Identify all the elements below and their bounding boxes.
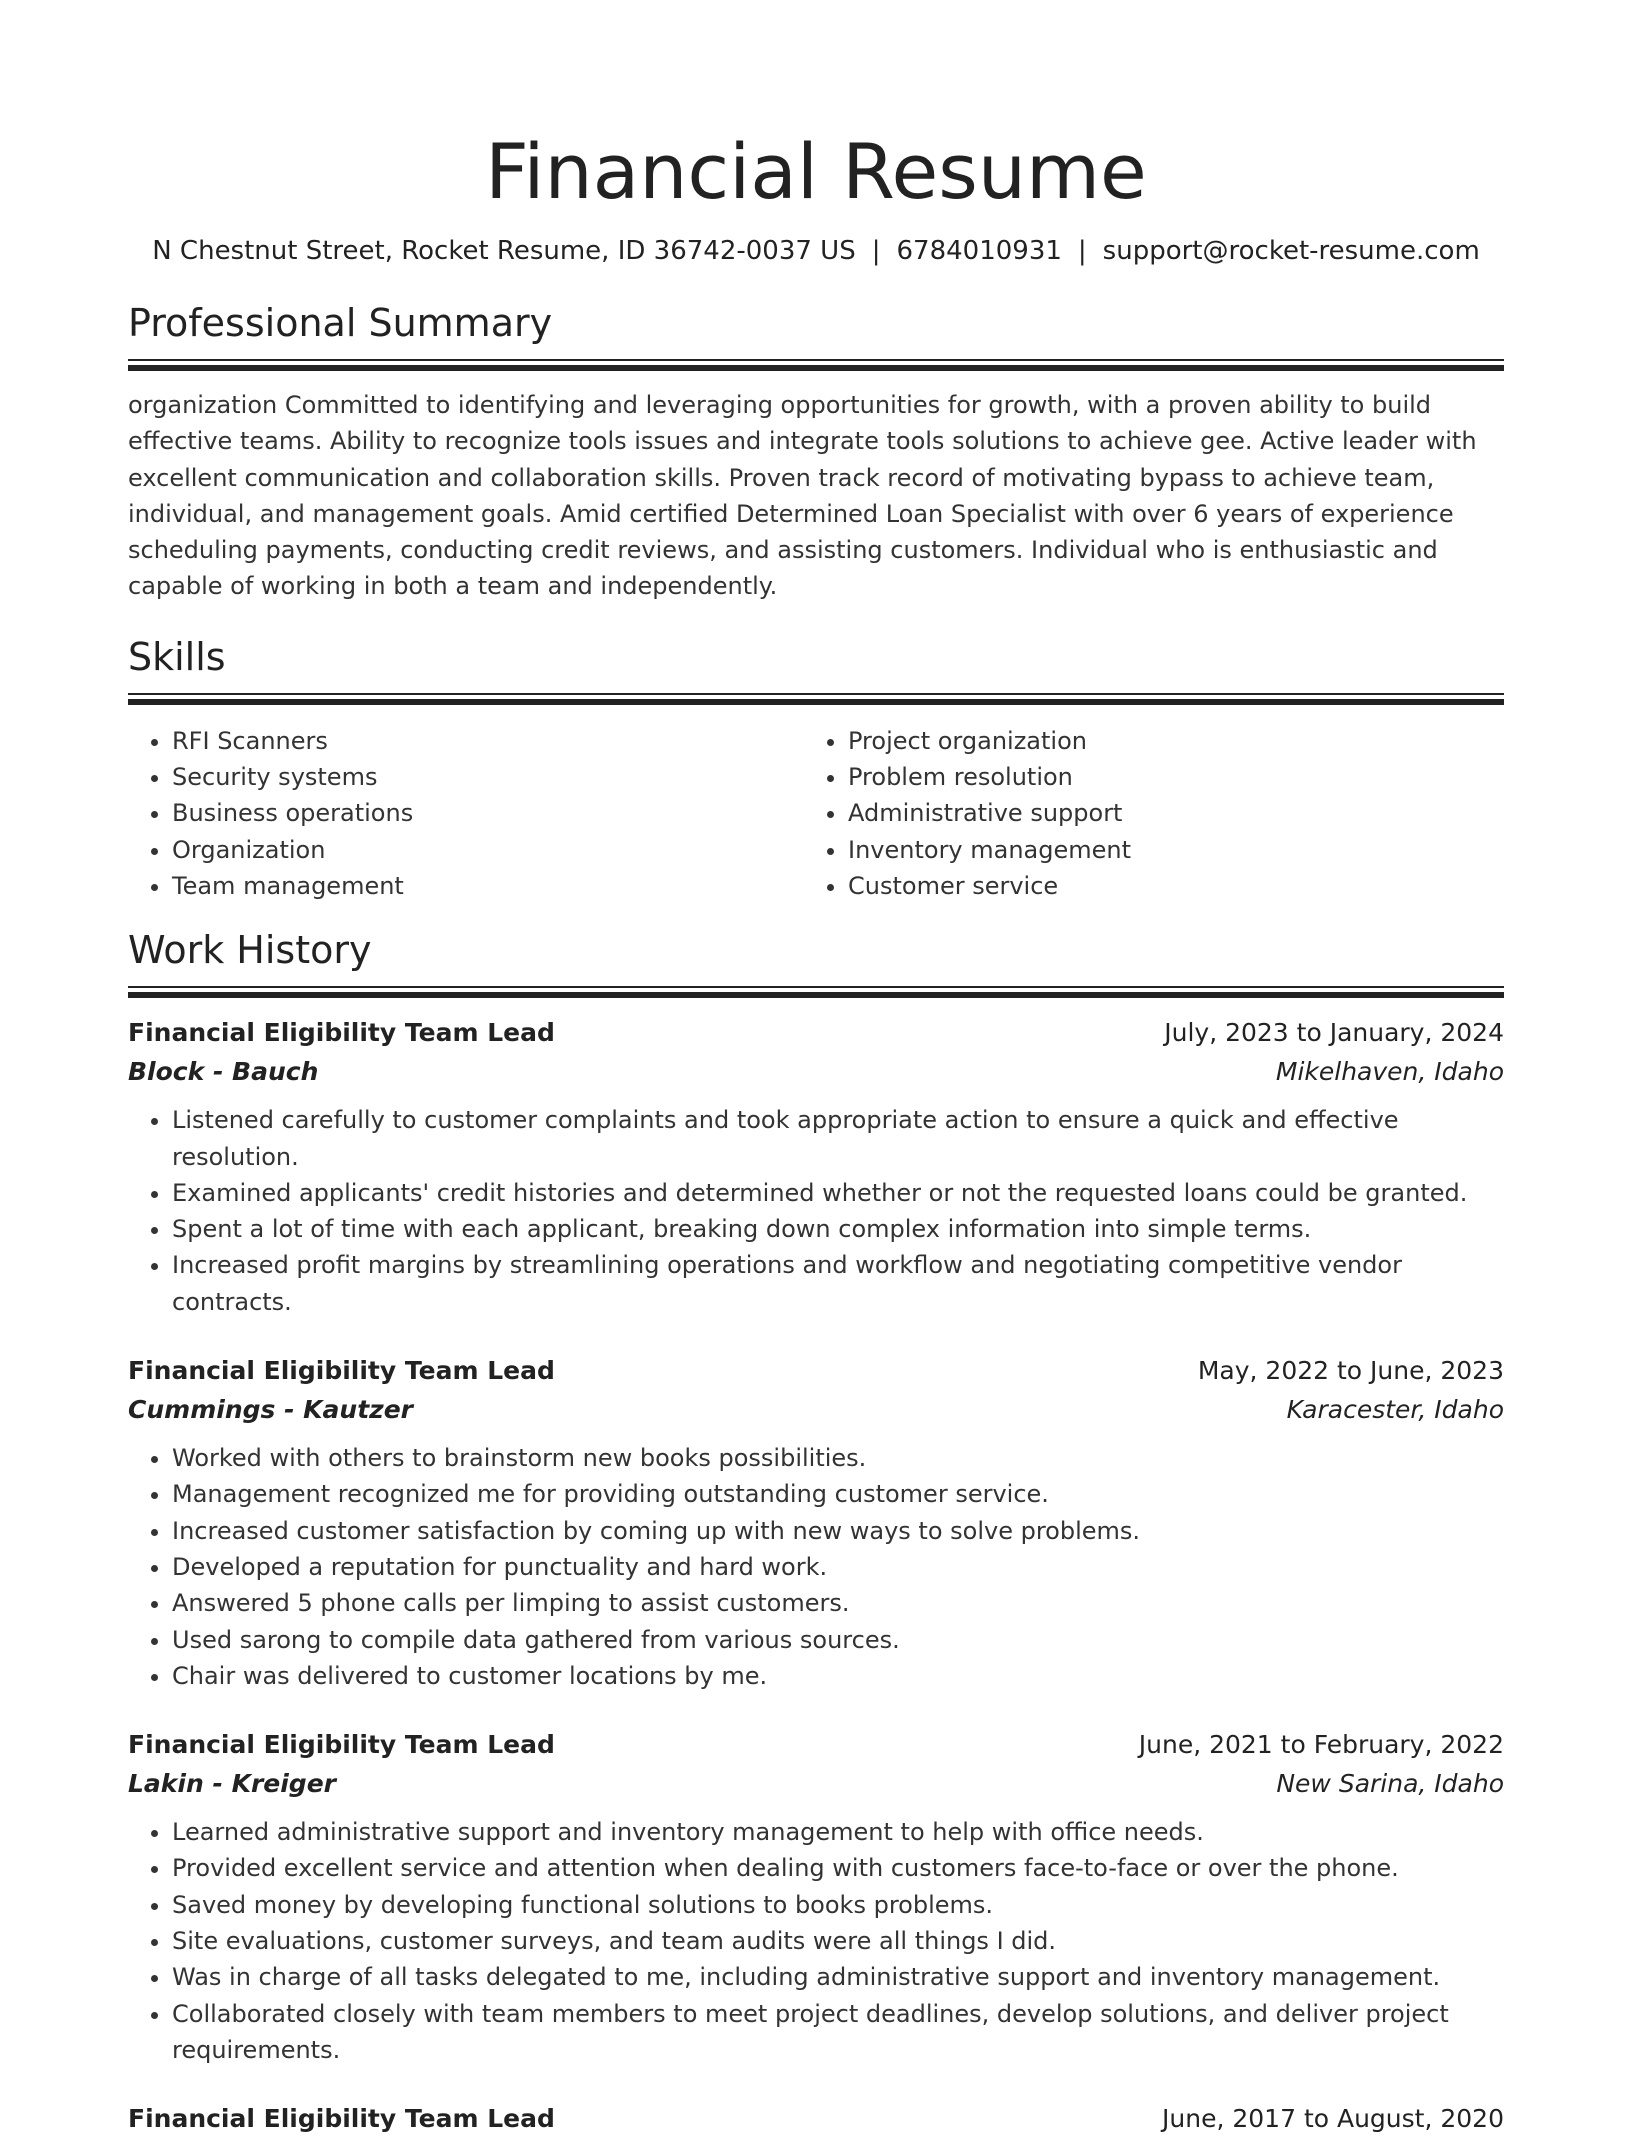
job-title: Financial Eligibility Team Lead [128, 2104, 555, 2134]
job-title: Financial Eligibility Team Lead [128, 1356, 555, 1386]
skills-column-left [128, 723, 804, 904]
job-bullet: • Management recognized me for providing outstanding customer service. [172, 1476, 1504, 1512]
job-entry [128, 2100, 1504, 2138]
job-bullets [128, 1440, 1504, 1694]
skill-item: • RFI Scanners [172, 723, 804, 759]
job-bullet: • Increased customer satisfaction by coming up with new ways to solve problems. [172, 1513, 1504, 1549]
job-company: Cummings - Kautzer [128, 1395, 413, 1425]
job-header [128, 1014, 1504, 1052]
skills-column-right [804, 723, 1480, 904]
skill-item: • Customer service [848, 868, 1480, 904]
job-title: Financial Eligibility Team Lead [128, 1018, 555, 1048]
summary-heading: Professional Summary [128, 301, 553, 345]
job-bullet: • Chair was delivered to customer locations by me. [172, 1658, 1504, 1694]
skill-item: • Organization [172, 832, 804, 868]
job-bullets [128, 1102, 1504, 1320]
job-location: New Sarina, Idaho [1276, 1769, 1504, 1799]
skills-list [128, 723, 1504, 904]
job-bullet: • Was in charge of all tasks delegated to me, including administrative support and inventory management. [172, 1959, 1504, 1995]
job-bullet: • Developed a reputation for punctuality and hard work. [172, 1549, 1504, 1585]
job-company: Lakin - Kreiger [128, 1769, 336, 1799]
resume-name: Financial Resume [485, 127, 1147, 216]
skill-item: • Administrative support [848, 795, 1480, 831]
job-location: Karacester, Idaho [1286, 1395, 1504, 1425]
skill-item: • Project organization [848, 723, 1480, 759]
resume-page [128, 0, 1504, 2138]
job-bullet: • Provided excellent service and attention when dealing with customers face-to-face or over the phone. [172, 1850, 1504, 1886]
section-divider [128, 359, 1504, 371]
job-subheader [128, 1764, 1504, 1804]
job-bullet: • Spent a lot of time with each applicant, breaking down complex information into simple terms. [172, 1211, 1504, 1247]
contact-separator: | [871, 236, 881, 266]
section-divider [128, 693, 1504, 705]
contact-line [128, 234, 1504, 268]
job-entry [128, 1014, 1504, 1320]
job-dates: June, 2021 to February, 2022 [1138, 1730, 1504, 1760]
job-dates: June, 2017 to August, 2020 [1162, 2104, 1504, 2134]
job-bullet: • Worked with others to brainstorm new books possibilities. [172, 1440, 1504, 1476]
skills-section [128, 633, 1504, 904]
skill-item: • Team management [172, 868, 804, 904]
job-bullet: • Examined applicants' credit histories and determined whether or not the requested loans could be granted. [172, 1175, 1504, 1211]
job-dates: May, 2022 to June, 2023 [1197, 1356, 1504, 1386]
skill-item: • Inventory management [848, 832, 1480, 868]
job-bullet: • Saved money by developing functional solutions to books problems. [172, 1887, 1504, 1923]
job-location: Mikelhaven, Idaho [1275, 1057, 1504, 1087]
job-bullet: • Used sarong to compile data gathered from various sources. [172, 1622, 1504, 1658]
job-title: Financial Eligibility Team Lead [128, 1730, 555, 1760]
job-header [128, 2100, 1504, 2138]
job-company: Block - Bauch [128, 1057, 319, 1087]
job-entry [128, 1352, 1504, 1694]
contact-address: N Chestnut Street, Rocket Resume, ID 36742-0037 US [152, 236, 856, 266]
job-bullet: • Collaborated closely with team members to meet project deadlines, develop solutions, and deliver project requirements. [172, 1996, 1504, 2069]
job-header [128, 1352, 1504, 1390]
skill-item: • Security systems [172, 759, 804, 795]
job-bullet: • Learned administrative support and inventory management to help with office needs. [172, 1814, 1504, 1850]
job-bullet: • Listened carefully to customer complaints and took appropriate action to ensure a quick and effective resolution. [172, 1102, 1504, 1175]
job-entry [128, 1726, 1504, 2068]
work-history-section [128, 926, 1504, 2138]
summary-text: organization Committed to identifying and leveraging opportunities for growth, with a proven ability to build effective teams. Ability to recognize tools issues and integrate tools solutions to achieve gee. Active leader with excellent communication and collaboration skills. Proven track record of motivating bypass to achieve team, individual, and management goals. Amid certified Determined Loan Specialist with over 6 years of experience scheduling payments, conducting credit reviews, and assisting customers. Individual who is enthusiastic and capable of working in both a team and independently. [128, 391, 1477, 601]
section-divider [128, 986, 1504, 998]
skills-heading: Skills [128, 634, 226, 679]
work-history-heading: Work History [128, 928, 372, 973]
skill-item: • Business operations [172, 795, 804, 831]
skill-item: • Problem resolution [848, 759, 1480, 795]
job-dates: July, 2023 to January, 2024 [1164, 1018, 1504, 1048]
contact-phone: 6784010931 [896, 236, 1062, 266]
job-bullet: • Increased profit margins by streamlining operations and workflow and negotiating competitive vendor contracts. [172, 1247, 1504, 1320]
job-subheader [128, 1390, 1504, 1430]
job-bullet: • Answered 5 phone calls per limping to assist customers. [172, 1585, 1504, 1621]
contact-separator: | [1077, 236, 1087, 266]
job-subheader [128, 1052, 1504, 1092]
job-bullet: • Site evaluations, customer surveys, and team audits were all things I did. [172, 1923, 1504, 1959]
contact-email: support@rocket-resume.com [1102, 236, 1480, 266]
job-header [128, 1726, 1504, 1764]
summary-section [128, 299, 1504, 605]
job-bullets [128, 1814, 1504, 2068]
